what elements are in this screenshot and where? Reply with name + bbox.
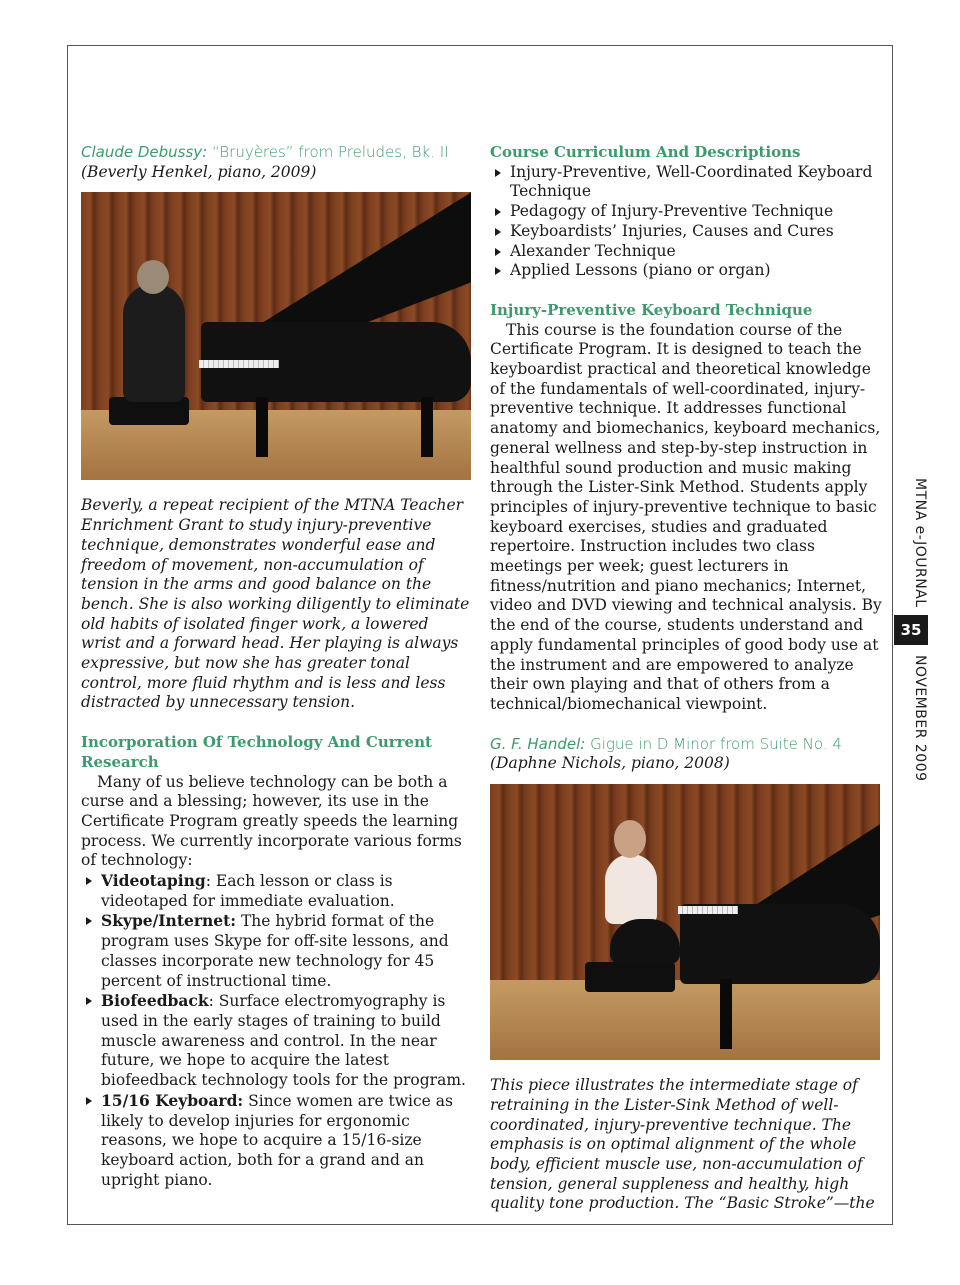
technology-intro: Many of us believe technology can be both a curse and a blessing; however, its use in the Certificate Program greatly speeds the learning process. We currently incorporate various forms of technology: [81, 772, 462, 870]
list-item: Applied Lessons (piano or organ) [490, 261, 882, 281]
list-item-term: 15/16 Keyboard: [101, 1090, 244, 1110]
photo2-credits [490, 735, 882, 774]
technology-heading: Incorporation Of Technology And Current Research [81, 733, 432, 771]
journal-name: MTNA e-JOURNAL [912, 478, 928, 608]
photo-daphne-nichols [490, 784, 880, 1060]
piano-bench [585, 962, 675, 992]
list-item [81, 911, 473, 991]
list-item-text: Each lesson or class is videotaped for immediate evaluation. [101, 872, 395, 910]
list-item: Keyboardists’ Injuries, Causes and Cures [490, 222, 882, 242]
technology-section [81, 733, 473, 1190]
piano-leg [720, 979, 732, 1049]
piano-leg [256, 397, 268, 457]
list-item-text: Surface electromyography is used in the early stages of training to build muscle awareness and control. In the near future, we hope to acquire the latest biofeedback technology tools for the program. [101, 992, 466, 1090]
piano-leg [421, 397, 433, 457]
pianist-head [614, 820, 646, 858]
photo1-caption: Beverly, a repeat recipient of the MTNA Teacher Enrichment Grant to study injury-preventive technique, demonstrates wonderful ease and freedom of movement, non-accumulation of tension in the arms and good balance on the bench. She is also working diligently to eliminate old habits of isolated finger work, a lowered wrist and a forward head. Her playing is always expressive, but now she has greater tonal control, more fluid rhythm and is less and less distracted by unnecessary tension. [81, 496, 470, 712]
pianist-figure [123, 284, 185, 402]
piano-body [680, 904, 880, 984]
pianist-legs [610, 919, 680, 964]
list-item [81, 871, 473, 911]
photo2-caption: This piece illustrates the intermediate stage of retraining in the Lister-Sink Method of well-coordinated, injury-preventive technique. The emphasis is on optimal alignment of the whole body, efficient muscle use, non-accumulation of tension, general suppleness and healthy, high quality tone production. The “Basic Stroke”—the [490, 1076, 875, 1213]
piano-keys [678, 906, 738, 914]
list-item [81, 1091, 473, 1191]
page-number: 35 [894, 615, 928, 645]
ipkt-section [490, 301, 882, 715]
curriculum-list [490, 163, 882, 281]
pianist-figure [605, 854, 657, 924]
photo2-credit-piece [490, 735, 882, 755]
list-item-term: Skype/Internet: [101, 911, 237, 931]
list-item-sep: : [208, 992, 214, 1011]
left-column [81, 143, 473, 1190]
issue-date: NOVEMBER 2009 [912, 655, 928, 782]
list-item-sep: : [205, 872, 211, 891]
photo1-performer: (Beverly Henkel, piano, 2009) [81, 162, 317, 181]
list-item: Injury-Preventive, Well-Coordinated Keyboard Technique [490, 163, 882, 202]
piano-lid [231, 192, 471, 342]
list-item-term: Videotaping [101, 871, 206, 891]
photo2-piece-title: Gigue in D Minor from Suite No. 4 [590, 734, 842, 753]
list-item [81, 991, 473, 1091]
photo1-piece-title: “Bruyères” from Preludes, Bk. II [212, 143, 449, 161]
right-column [490, 143, 882, 1214]
list-item: Pedagogy of Injury-Preventive Technique [490, 202, 882, 222]
curriculum-heading: Course Curriculum And Descriptions [490, 143, 801, 161]
ipkt-heading: Injury-Preventive Keyboard Technique [490, 300, 813, 319]
list-item-text: The hybrid format of the program uses Skype for off-site lessons, and classes incorporate new technology for 45 percent of instructional time. [101, 912, 449, 990]
photo2-performer: (Daphne Nichols, piano, 2008) [490, 754, 730, 773]
ipkt-body: This course is the foundation course of the Certificate Program. It is designed to teach the keyboardist practical and theoretical knowledge of the fundamentals of well-coordinated, injury-preventive technique. It addresses functional anatomy and biomechanics, keyboard mechanics, general wellness and step-by-step instruction in healthful sound production and music making through the Lister-Sink Method. Students apply principles of injury-preventive technique to basic keyboard exercises, studies and graduated repertoire. Instruction includes two class meetings per week; guest lecturers in fitness/nutrition and piano mechanics; Internet, video and DVD viewing and technical analysis. By the end of the course, students understand and apply fundamental principles of good body use at the instrument and are empowered to analyze their own playing and that of others from a technical/biomechanical viewpoint. [490, 320, 882, 713]
piano-keys [199, 360, 279, 368]
stage-floor [490, 980, 880, 1060]
list-item: Alexander Technique [490, 242, 882, 262]
photo1-composer: Claude Debussy: [81, 143, 208, 161]
technology-list [81, 871, 473, 1190]
list-item-text: Since women are twice as likely to develop injuries for ergonomic reasons, we hope to acquire a 15/16-size keyboard action, both for a grand and an upright piano. [101, 1091, 453, 1189]
photo2-composer: G. F. Handel: [490, 734, 586, 753]
photo1-credit-piece [81, 143, 473, 163]
photo-beverly-henkel [81, 192, 471, 480]
list-item-term: Biofeedback [101, 991, 209, 1011]
